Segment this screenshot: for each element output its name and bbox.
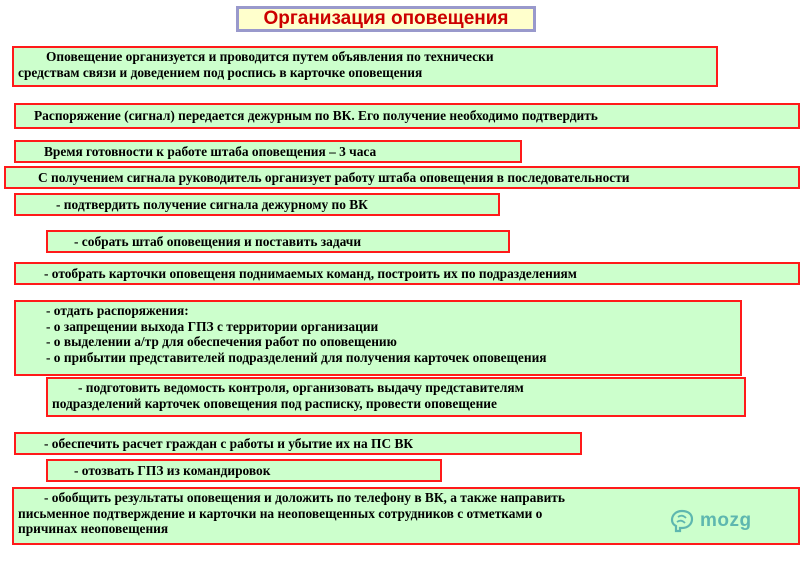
block-line: - о выделении а/тр для обеспечения работ по оповещению xyxy=(46,334,397,349)
block-line: - о прибытии представителей подразделений для получения карточек оповещения xyxy=(46,349,547,365)
block-step-cards xyxy=(14,262,800,285)
block-line: письменное подтверждение и карточки на неоповещенных сотрудников с отметками о xyxy=(18,505,543,521)
block-line: подразделений карточек оповещения под расписку, провести оповещение xyxy=(52,395,497,411)
block-step-recall xyxy=(46,459,442,482)
block-text: Распоряжение (сигнал) передается дежурным по ВК. Его получение необходимо подтвердить xyxy=(34,108,598,124)
block-readiness-time xyxy=(14,140,522,163)
block-text: - обеспечить расчет граждан с работы и убытие их на ПС ВК xyxy=(44,435,414,451)
block-text: - подтвердить получение сигнала дежурному по ВК xyxy=(56,196,368,212)
title-box xyxy=(236,6,536,32)
block-text: - отозвать ГПЗ из командировок xyxy=(74,462,271,478)
block-line: - обобщить результаты оповещения и доложить по телефону в ВК, а также направить xyxy=(44,490,565,505)
block-text: - отобрать карточки оповещеня поднимаемых команд, построить их по подразделениям xyxy=(44,265,577,281)
block-line: Оповещение организуется и проводится путем объявления по технически xyxy=(46,49,494,64)
block-notification-method xyxy=(12,46,718,87)
block-step-assemble xyxy=(46,230,510,253)
watermark-text: mozg xyxy=(700,510,752,531)
block-line: средствам связи и доведением под роспись в карточке оповещения xyxy=(18,64,423,80)
block-line: причинах неоповещения xyxy=(18,521,169,536)
block-signal-transfer xyxy=(14,103,800,129)
page-title: Организация оповещения xyxy=(263,8,509,29)
block-line: - отдать распоряжения: xyxy=(46,303,189,318)
block-step-control-sheet xyxy=(46,377,746,417)
block-line: - о запрещении выхода ГПЗ с территории организации xyxy=(46,318,379,334)
block-step-confirm xyxy=(14,193,500,216)
block-step-orders xyxy=(14,300,742,376)
brain-icon xyxy=(668,507,696,535)
block-text: - собрать штаб оповещения и поставить задачи xyxy=(74,233,362,249)
watermark-logo xyxy=(668,506,786,536)
block-text: С получением сигнала руководитель организует работу штаба оповещения в последовательности xyxy=(38,169,630,185)
block-sequence-intro xyxy=(4,166,800,189)
block-line: - подготовить ведомость контроля, организовать выдачу представителям xyxy=(78,380,524,395)
block-step-settlement xyxy=(14,432,582,455)
block-text: Время готовности к работе штаба оповещения – 3 часа xyxy=(44,143,377,159)
